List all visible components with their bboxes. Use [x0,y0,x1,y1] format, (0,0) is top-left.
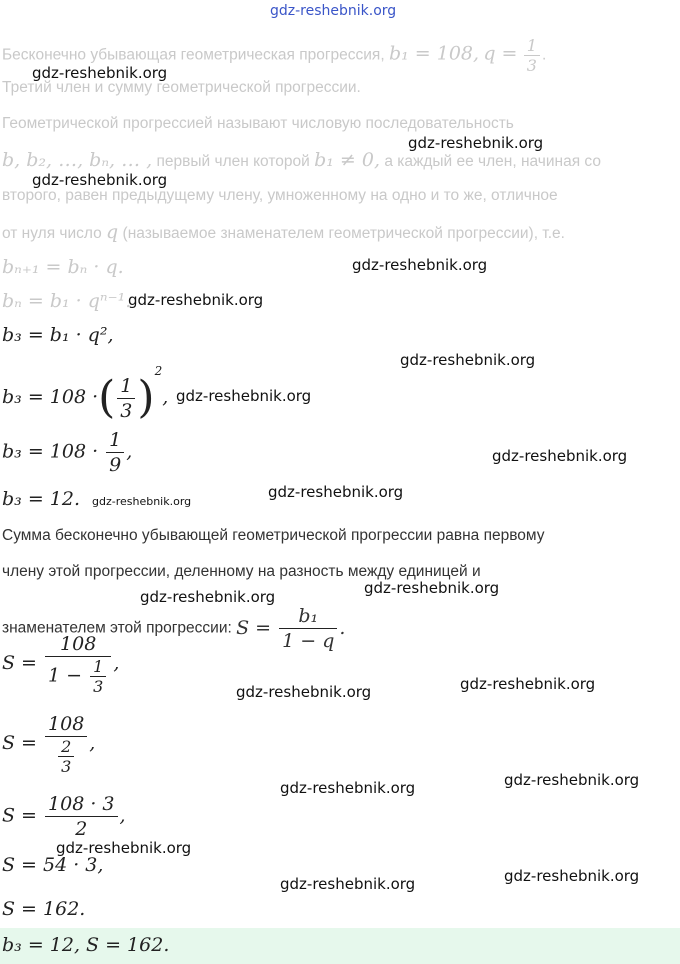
watermark[interactable]: gdz-reshebnik.org [364,579,500,597]
step2-left: b₃ = 108 · [2,386,99,408]
watermark[interactable]: gdz-reshebnik.org [492,447,628,465]
watermark[interactable]: gdz-reshebnik.org [280,875,416,893]
s2-end: , [89,732,96,754]
sum-step-2 [2,712,95,776]
s3-fraction [45,792,117,841]
watermark[interactable]: gdz-reshebnik.org [128,291,264,309]
step3-denominator: 9 [109,454,122,476]
step2-end: , [162,386,169,408]
s2-den-fraction [58,737,74,776]
left-paren: ( [98,372,116,423]
definition-line-1: Геометрической прогрессией называют числовую последовательность [2,115,514,132]
watermark[interactable]: gdz-reshebnik.org [176,387,312,405]
s1-den-fraction [90,657,106,696]
s2-denominator [45,737,87,776]
watermark[interactable]: gdz-reshebnik.org [32,64,168,82]
sum-formula-fraction [279,604,337,653]
s1-fraction [45,632,111,696]
sum-formula-denominator: 1 − q [282,630,335,652]
definition-line-4 [2,222,565,244]
problem-q-fraction [524,36,540,75]
s3-numerator: 108 · 3 [45,792,117,817]
step3-numerator: 1 [106,428,124,453]
watermark-top[interactable]: gdz-reshebnik.org [270,3,397,19]
sum-formula [236,605,346,652]
answer-text: b₃ = 12, S = 162. [2,934,170,956]
step3-left: b₃ = 108 · [2,440,99,463]
definition-rest: а каждый ее член, начиная со [384,153,601,170]
s2-fraction [45,712,87,776]
watermark[interactable]: gdz-reshebnik.org [352,256,488,274]
definition-line-4-b: (называемое знаменателем геометрической прогрессии), т.е. [122,225,565,242]
watermark[interactable]: gdz-reshebnik.org [140,588,276,606]
step2-fraction [117,374,135,423]
definition-condition: b₁ ≠ 0, [314,149,380,171]
definition-sequence: b, b₂, …, bₙ, … , [2,149,153,171]
s3-left: S = [2,804,37,827]
s2-left: S = [2,732,37,754]
step2-numerator: 1 [117,374,135,399]
watermark[interactable]: gdz-reshebnik.org [280,779,416,797]
definition-line-3: второго, равен предыдущему члену, умноженному на одно и то же, отличное [2,187,558,204]
s1-den-a: 1 − [48,664,83,687]
problem-q-numerator: 1 [524,36,540,56]
definition-text: первый член которой [156,153,310,170]
sum-step-4: S = 54 · 3, [2,854,104,876]
s2-den-denominator: 3 [61,757,72,776]
sum-formula-numerator: b₁ [279,604,337,629]
problem-b1: b₁ = 108, [388,42,480,65]
step3-fraction [106,428,124,477]
watermark[interactable]: gdz-reshebnik.org [504,867,640,885]
step3-end: , [126,440,133,463]
watermark[interactable]: gdz-reshebnik.org [504,771,640,789]
s1-end: , [113,652,120,674]
step-b3-formula: b₃ = b₁ · q², [2,324,114,346]
s1-den-numerator: 1 [90,657,106,677]
step-b3-fraction [2,428,132,477]
watermark[interactable]: gdz-reshebnik.org [400,351,536,369]
sum-rule-text: знаменателем этой прогрессии: [2,619,232,637]
definition-line-2 [2,150,601,172]
s2-numerator: 108 [45,712,87,737]
s1-left: S = [2,652,37,674]
s1-den-denominator: 3 [93,677,104,696]
formula-recurrence: bₙ₊₁ = bₙ · q. [2,256,124,278]
s2-den-numerator: 2 [58,737,74,757]
step2-exponent: 2 [154,364,163,378]
watermark[interactable]: gdz-reshebnik.org [268,483,404,501]
s1-numerator: 108 [45,632,111,657]
problem-end: . [541,46,547,64]
s3-end: , [119,804,126,827]
definition-line-4-a: от нуля число [2,225,102,242]
sum-step-1 [2,632,119,696]
sum-formula-left: S = [236,616,272,639]
sum-rule-line-2: члену этой прогрессии, деленному на разность между единицей и [2,563,481,580]
formula-nth-term: bₙ = b₁ · qⁿ⁻¹. [2,290,132,312]
watermark[interactable]: gdz-reshebnik.org [408,134,544,152]
problem-q-denominator: 3 [526,56,537,75]
step2-denominator: 3 [120,399,133,422]
watermark[interactable]: gdz-reshebnik.org [56,839,192,857]
step-b3-result: b₃ = 12. [2,488,80,510]
problem-q: q = [483,42,518,65]
problem-line-2: Третий член и сумму геометрической прогрессии. [2,79,361,96]
definition-q: q [106,221,119,243]
sum-rule-line-1: Сумма бесконечно убывающей геометрической прогрессии равна первому [2,527,545,544]
sum-formula-end: . [339,616,346,639]
step-b3-substituted [2,364,168,423]
right-paren: ) [137,372,155,423]
watermark-small[interactable]: gdz-reshebnik.org [92,495,192,508]
watermark[interactable]: gdz-reshebnik.org [32,171,168,189]
sum-step-5: S = 162. [2,898,86,920]
answer-box [0,928,680,964]
watermark[interactable]: gdz-reshebnik.org [236,683,372,701]
s1-denominator [45,657,111,696]
s3-denominator: 2 [75,818,88,840]
sum-step-3 [2,792,126,841]
problem-text: Бесконечно убывающая геометрическая прогрессия, [2,46,385,64]
watermark[interactable]: gdz-reshebnik.org [460,675,596,693]
